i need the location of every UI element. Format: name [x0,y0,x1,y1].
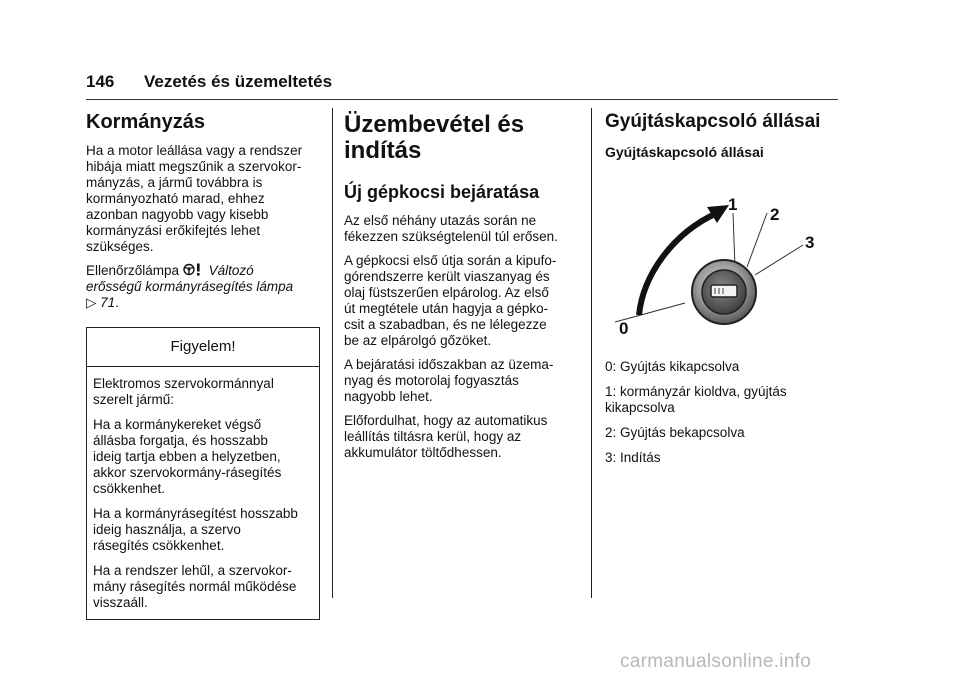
position-1-line [733,213,735,267]
section-heading-startup: Üzembevétel és indítás [344,111,525,164]
warning-box [86,327,320,620]
break-in-paragraph: A gépkocsi első útja során a kipufo- górendszerre került viaszanyag és olaj füstszerűen elpárolog. Az első út megtétele után hagyja a gépko- csit a szabadban, és ne lélegezze be az elpárolgó gőzöket. [344,253,557,348]
column-divider-right [591,108,592,598]
label-position-2: 2 [770,205,780,224]
page-ref-link[interactable]: 71 [100,295,116,310]
watermark: carmanualsonline.info [620,651,812,672]
warning-paragraph: Elektromos szervokormánnyal szerelt jármű: [93,376,274,407]
ignition-legend [605,359,841,466]
chapter-title: Vezetés és üzemeltetés [144,72,333,91]
page-header [86,72,838,100]
position-3-line [755,245,803,275]
middle-column [344,108,580,461]
column-divider-left [332,108,333,598]
warning-lamp-reference: Ellenőrzőlámpa Változó erősségű kormányrásegítés lámpa ▷ 71. [86,263,294,310]
legend-item: 0: Gyújtás kikapcsolva [605,359,740,374]
warning-paragraph: Ha a rendszer lehűl, a szervokor- mány rásegítés normál működése visszaáll. [93,563,297,610]
label-position-3: 3 [805,233,815,252]
legend-item: 2: Gyújtás bekapcsolva [605,425,745,440]
subheading-break-in: Új gépkocsi bejáratása [344,182,540,202]
break-in-paragraph: Az első néhány utazás során ne fékezzen szükségtelenül túl erősen. [344,213,558,244]
position-2-line [747,213,767,267]
subheading-ignition: Gyújtáskapcsoló állásai [605,144,764,160]
section-heading-ignition: Gyújtáskapcsoló állásai [605,111,821,132]
header-rule [86,99,838,100]
ignition-switch-figure [605,175,841,350]
break-in-paragraph: Előfordulhat, hogy az automatikus leállítás tiltásra kerül, hogy az akkumulátor töltődhessen. [344,413,548,460]
label-position-0: 0 [619,319,629,338]
right-column [605,108,841,466]
legend-item: 1: kormányzár kioldva, gyújtás kikapcsolva [605,384,787,415]
page-ref-icon: ▷ [86,295,97,310]
left-column [86,108,322,620]
ignition-switch-diagram [605,175,841,350]
break-in-paragraph: A bejáratási időszakban az üzema- nyag és motorolaj fogyasztás nagyobb lehet. [344,357,554,404]
label-position-1: 1 [728,195,738,214]
steering-paragraph: Ha a motor leállása vagy a rendszer hibája miatt megszűnik a szervokor- mányzás, a jármű továbbra is kormányozható marad, ehhez azonban nagyobb vagy kisebb kormányzási erőkifejtés lehet szükséges. [86,143,303,254]
warning-title: Figyelem! [87,328,319,367]
warning-paragraph: Ha a kormányrásegítést hosszabb ideig használja, a szervo rásegítés csökkenhet. [93,506,298,553]
legend-item: 3: Indítás [605,450,661,465]
page-number: 146 [86,72,115,91]
warning-paragraph: Ha a kormánykereket végső állásba forgatja, és hosszabb ideig tartja ebben a helyzetben, akkor szervokormány-rásegítés csökkenhet. [93,417,282,496]
section-heading-steering: Kormányzás [86,111,205,133]
steering-warning-lamp-icon [183,263,205,276]
